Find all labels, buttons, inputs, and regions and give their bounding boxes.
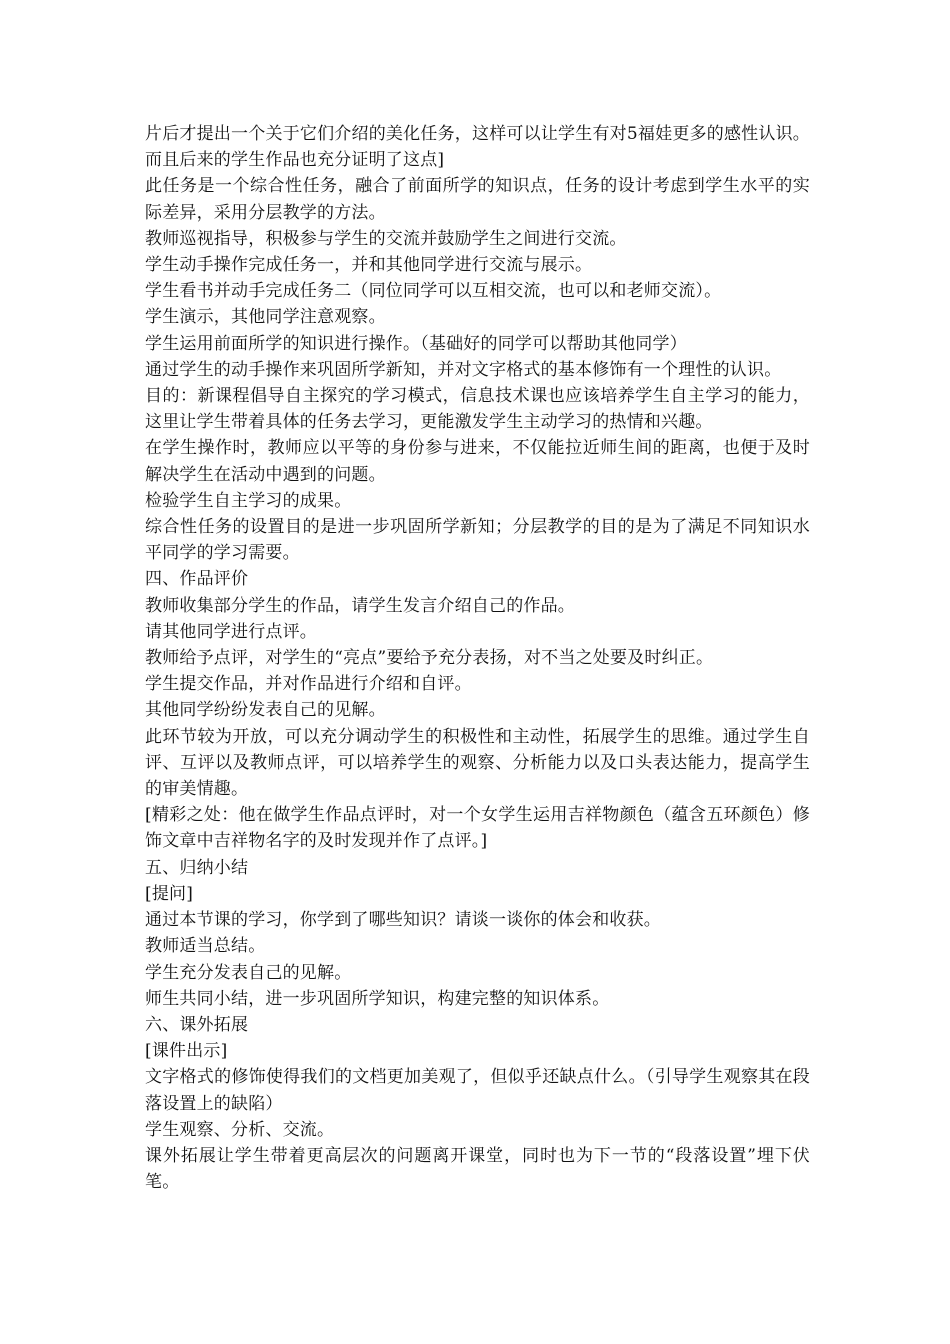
paragraph: 此任务是一个综合性任务，融合了前面所学的知识点，任务的设计考虑到学生水平的实际差异，采用分层教学的方法。 — [145, 176, 810, 223]
paragraph: 通过学生的动手操作来巩固所学新知，并对文字格式的基本修饰有一个理性的认识。 — [145, 359, 782, 380]
paragraph: 通过本节课的学习，你学到了哪些知识？请谈一谈你的体会和收获。 — [145, 910, 661, 931]
paragraph: [课件出示] — [145, 1041, 228, 1062]
paragraph: 学生看书并动手完成任务二（同位同学可以互相交流，也可以和老师交流）。 — [145, 281, 722, 302]
paragraph: [提问] — [145, 883, 194, 904]
paragraph: 学生观察、分析、交流。 — [145, 1119, 335, 1140]
section-heading: 六、课外拓展 — [145, 1014, 249, 1035]
paragraph: 在学生操作时，教师应以平等的身份参与进来，不仅能拉近师生间的距离，也便于及时解决学生在活动中遇到的问题。 — [145, 438, 810, 485]
paragraph: 目的：新课程倡导自主探究的学习模式，信息技术课也应该培养学生自主学习的能力，这里让学生带着具体的任务去学习，更能激发学生主动学习的热情和兴趣。 — [145, 386, 810, 433]
paragraph: 请其他同学进行点评。 — [145, 621, 317, 642]
section-heading: 四、作品评价 — [145, 569, 249, 590]
paragraph: 综合性任务的设置目的是进一步巩固所学新知；分层教学的目的是为了满足不同知识水平同学的学习需要。 — [145, 517, 810, 564]
paragraph: 文字格式的修饰使得我们的文档更加美观了，但似乎还缺点什么。（引导学生观察其在段落设置上的缺陷） — [145, 1067, 810, 1114]
paragraph: 学生运用前面所学的知识进行操作。（基础好的同学可以帮助其他同学） — [145, 333, 687, 354]
paragraph: 其他同学纷纷发表自己的见解。 — [145, 700, 386, 721]
paragraph: 教师收集部分学生的作品，请学生发言介绍自己的作品。 — [145, 595, 575, 616]
paragraph: 检验学生自主学习的成果。 — [145, 490, 352, 511]
document-body — [145, 121, 810, 1195]
paragraph: [精彩之处：他在做学生作品点评时，对一个女学生运用吉祥物颜色（蕴含五环颜色）修饰文章中吉祥物名字的及时发现并作了点评。] — [145, 805, 810, 852]
paragraph: 教师巡视指导，积极参与学生的交流并鼓励学生之间进行交流。 — [145, 228, 627, 249]
paragraph: 课外拓展让学生带着更高层次的问题离开课堂，同时也为下一节的“段落设置”埋下伏笔。 — [145, 1145, 810, 1193]
paragraph: 学生充分发表自己的见解。 — [145, 962, 352, 983]
paragraph: 学生提交作品，并对作品进行介绍和自评。 — [145, 674, 472, 695]
paragraph: 师生共同小结，进一步巩固所学知识，构建完整的知识体系。 — [145, 988, 610, 1009]
paragraph: 此环节较为开放，可以充分调动学生的积极性和主动性，拓展学生的思维。通过学生自评、互评以及教师点评，可以培养学生的观察、分析能力以及口头表达能力，提高学生的审美情趣。 — [145, 726, 810, 800]
paragraph: 片后才提出一个关于它们介绍的美化任务，这样可以让学生有对5福娃更多的感性认识。而且后来的学生作品也充分证明了这点] — [145, 124, 810, 171]
paragraph: 教师适当总结。 — [145, 936, 266, 957]
section-heading: 五、归纳小结 — [145, 857, 249, 878]
paragraph: 教师给予点评，对学生的“亮点”要给予充分表扬，对不当之处要及时纠正。 — [145, 648, 714, 669]
paragraph: 学生动手操作完成任务一，并和其他同学进行交流与展示。 — [145, 255, 593, 276]
paragraph: 学生演示，其他同学注意观察。 — [145, 307, 386, 328]
